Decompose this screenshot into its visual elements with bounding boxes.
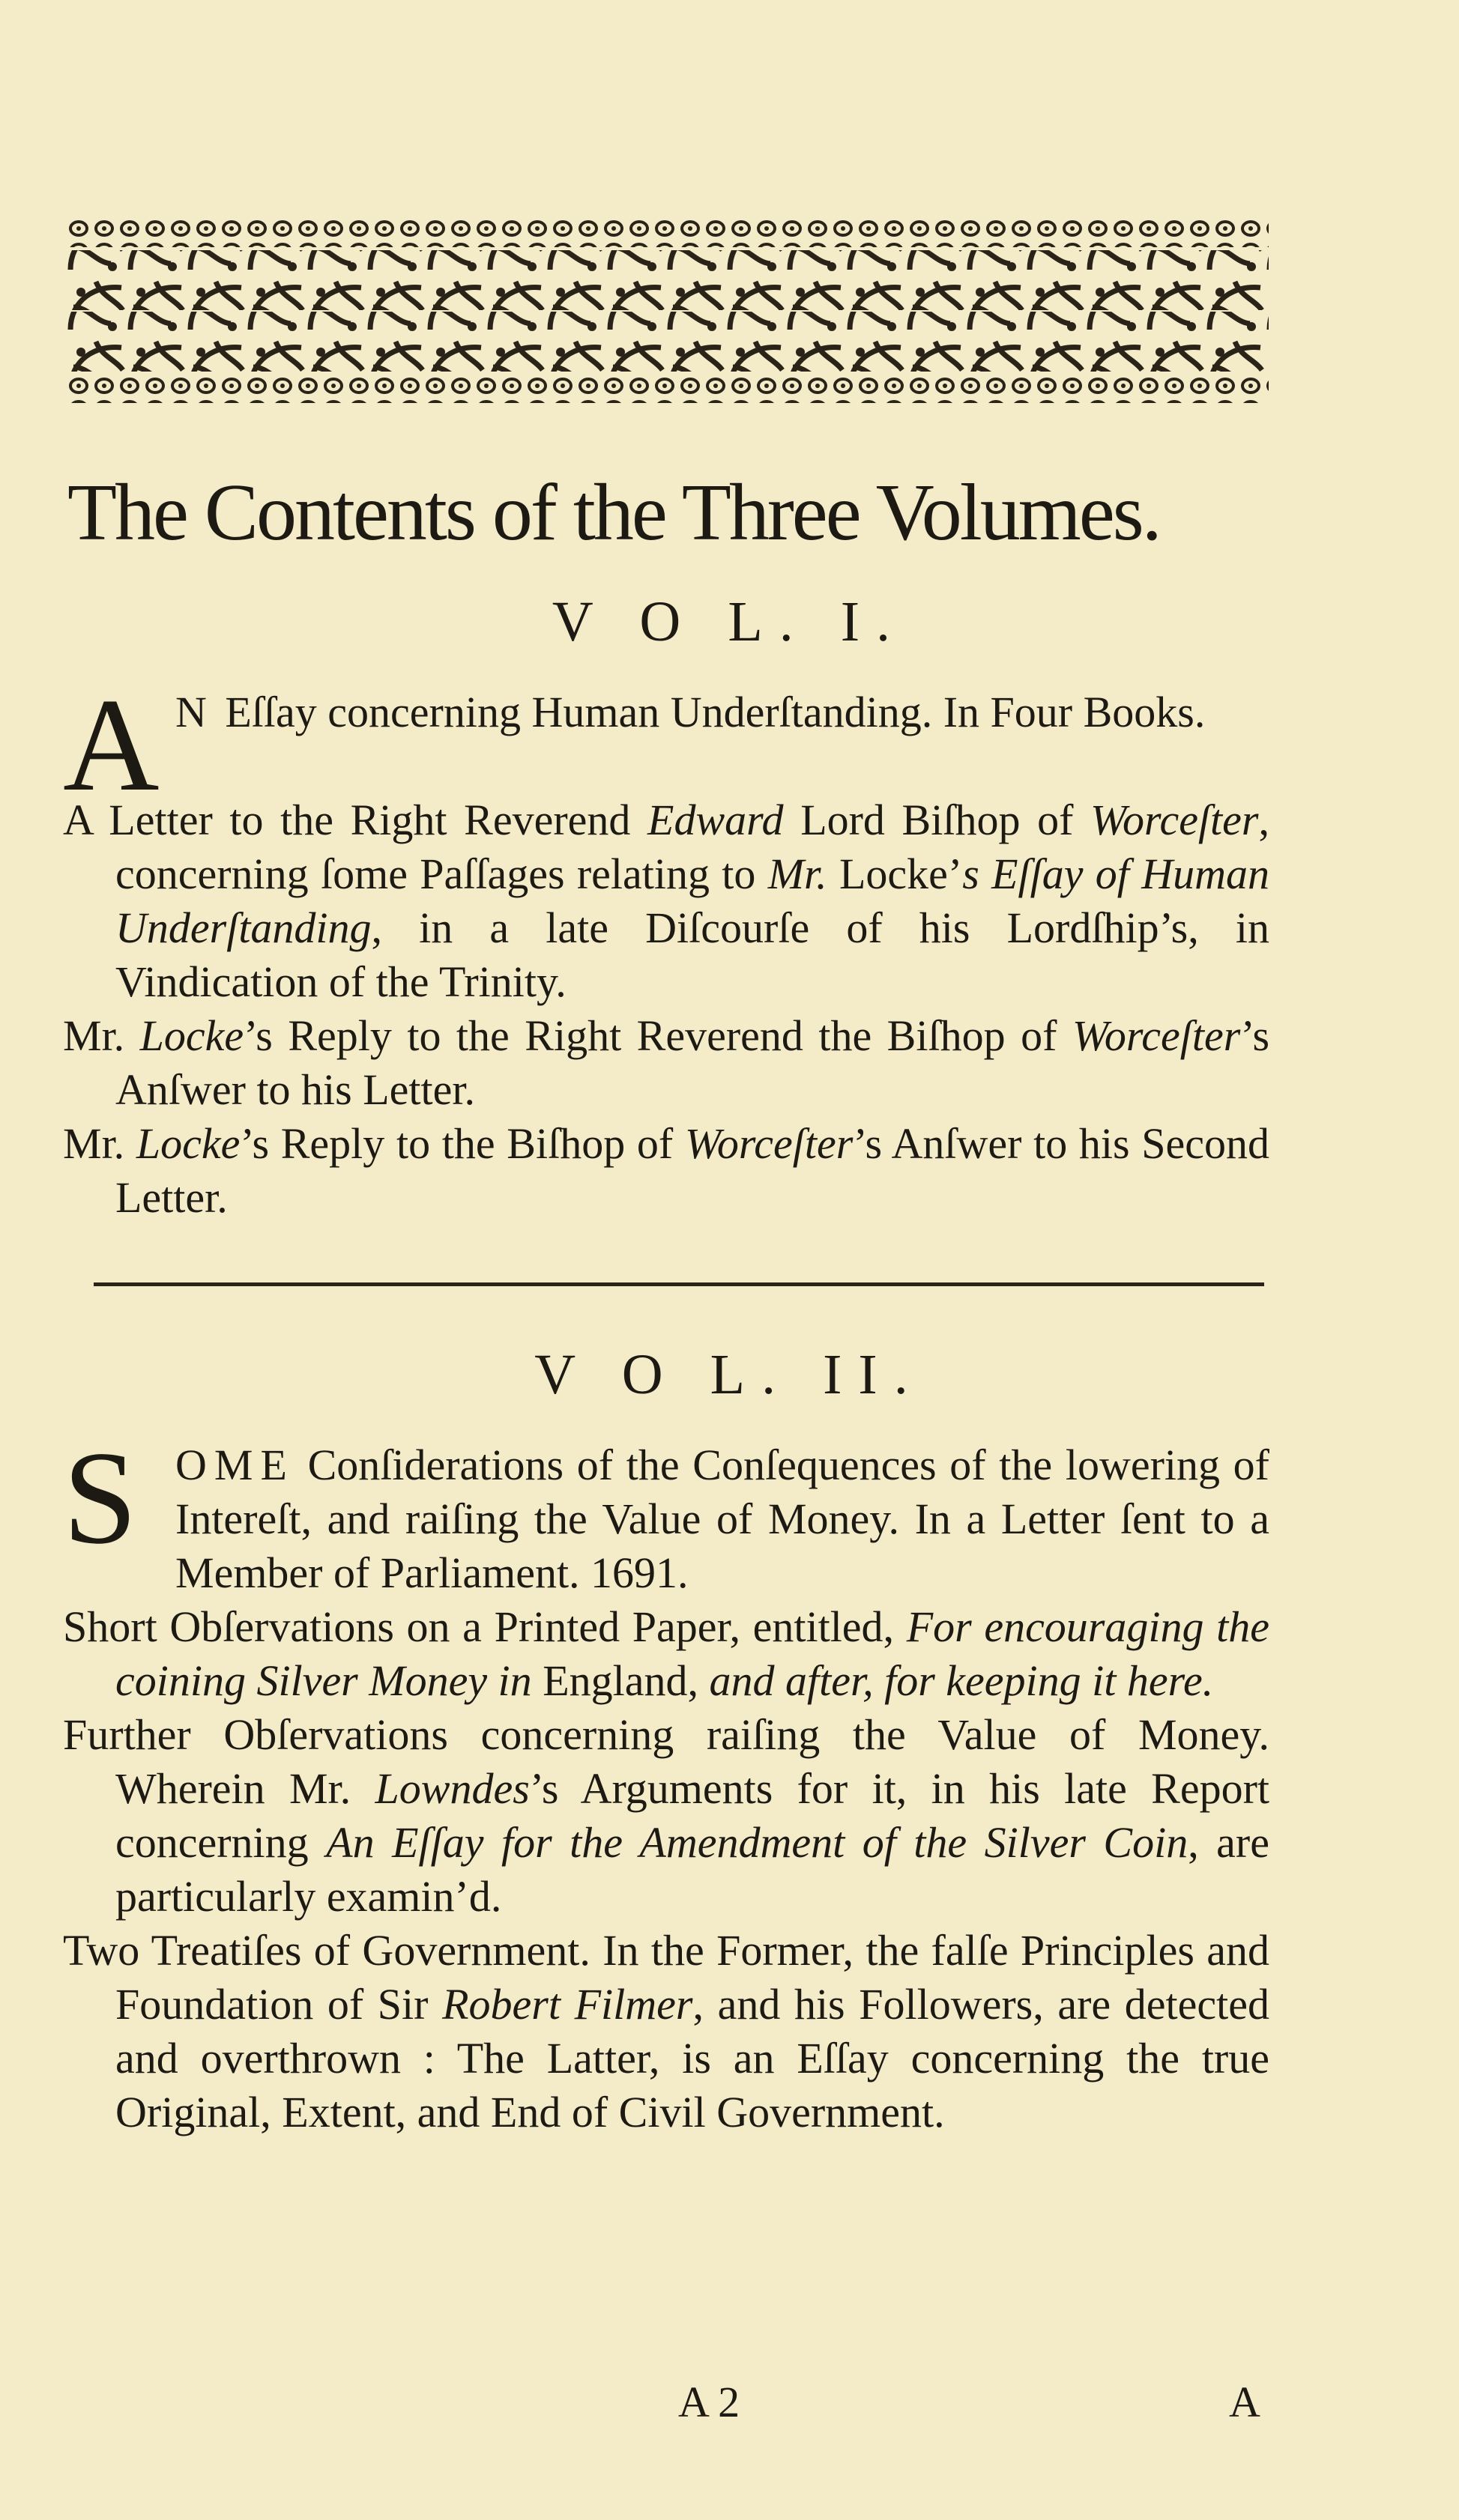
contents-entry: Mr. Locke’s Reply to the Biſhop of Worceſter’s Anſwer to his Second Letter. <box>63 1119 1270 1222</box>
contents-entry: Further Obſervations concerning raiſing the Value of Money. Wherein Mr. Lowndes’s Arguments for it, in his late Report concerning An Eſſay for the Amendment of the Silver Coin, are particularly examin’d. <box>63 1710 1270 1921</box>
catchword: A <box>1229 2378 1260 2426</box>
contents-entry: A Letter to the Right Reverend Edward Lord Biſhop of Worceſter, concerning ſome Paſſages relating to Mr. Locke’s Eſſay of Human Underſtanding, in a late Diſcourſe of his Lordſhip’s, in Vindication of the Trinity. <box>63 796 1269 1006</box>
decorative-headpiece-ornament <box>66 217 1269 403</box>
volume-two-contents <box>63 1423 1270 2139</box>
contents-entry: Short Obſervations on a Printed Paper, entitled, For encouraging the coining Silver Money in England, and after, for keeping it here. <box>63 1602 1269 1705</box>
volume-one-contents <box>63 670 1270 1225</box>
signature-mark: A 2 <box>678 2378 740 2426</box>
drop-cap-letter: A <box>63 670 160 819</box>
contents-entry: Two Treatiſes of Government. In the Former, the falſe Principles and Foundation of Sir Robert Filmer, and his Followers, are detected and overthrown : The Latter, is an Eſſay concerning the true Original, Extent, and End of Civil Government. <box>63 1926 1270 2136</box>
drop-cap-letter: S <box>63 1423 137 1572</box>
volume-two-heading: V O L. II. <box>534 1343 925 1406</box>
volume-one-heading: V O L. I. <box>552 590 907 653</box>
contents-entry: S OME Conſiderations of the Conſequences of the lowering of Intereſt, and raiſing the Value of Money. In a Letter ſent to a Member of Parliament. 1691. <box>63 1423 1269 1597</box>
contents-entry: A N Eſſay concerning Human Underſtanding. In Four Books. <box>63 670 1206 819</box>
section-divider-rule <box>94 1282 1264 1286</box>
contents-entry: Mr. Locke’s Reply to the Right Reverend the Biſhop of Worceſter’s Anſwer to his Letter. <box>63 1011 1270 1114</box>
page-title: The Contents of the Three Volumes. <box>67 468 1160 557</box>
